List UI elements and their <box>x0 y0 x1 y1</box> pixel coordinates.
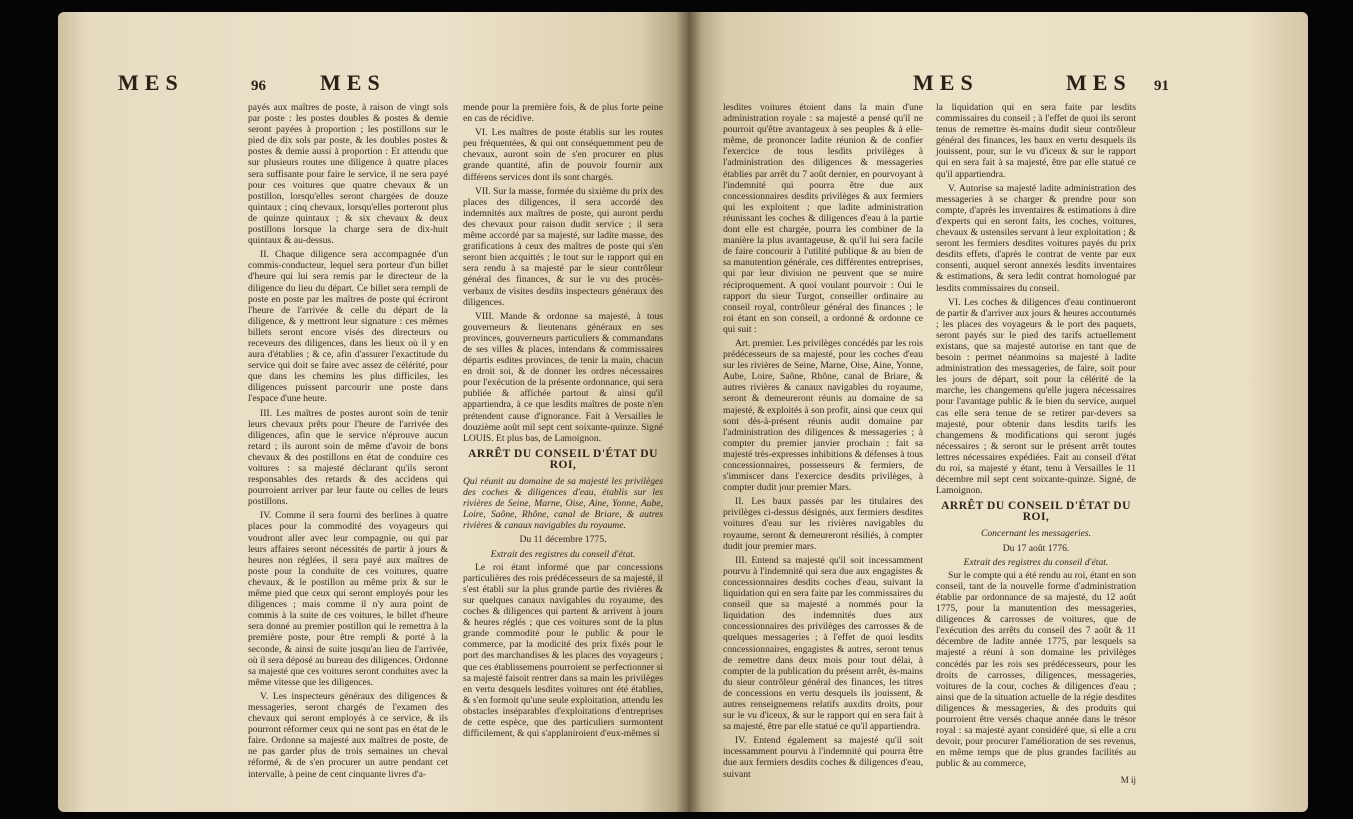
paragraph: la liquidation qui en sera faite par lesdits commissaires du conseil ; à l'effet de quoi ils seront tenus de remettre ès-mains dudit sieur contrôleur général des finances, les baux en vertu desquels ils jouissent, pour, sur le vu d'iceux & sur le rapport qui en sera fait à sa majesté, être par elle statué ce qu'il appartiendra. <box>936 102 1136 180</box>
left-column-2 <box>463 102 663 774</box>
arret-date: Du 11 décembre 1775. <box>519 534 607 546</box>
right-page <box>688 12 1308 812</box>
paragraph: Art. premier. Les privilèges concédés par les rois prédécesseurs de sa majesté, pour les coches d'eau sur les rivières de Seine, Marne, Oise, Aine, Yonne, Aube, Loire, Saône, Rhône, canal de Briare, & autres rivières & canaux navigables du royaume, seront & demeureront réunis au domaine de sa majesté, & exploités à son profit, ainsi que ceux qui sont dès-à-présent réunis audit domaine par l'administration des diligences & messageries ; à compter du premier janvier prochain : fait sa majesté très-expresses inhibitions & défenses à tous concessionnaires, possesseurs & fermiers, de s'immiscer dans l'exercice desdits privilèges, à compter dudit jour premier Mars. <box>723 337 923 494</box>
paragraph: Sur le compte qui a été rendu au roi, étant en son conseil, tant de la nouvelle forme d'administration établie par ordonnance de sa majesté, du 12 août 1775, pour la manutention des messageries, diligences & carrosses de voitures, que de l'exécution des arrêts du conseil des 7 août & 11 décembre de ladite année 1775, par lesquels sa majesté a réuni à son domaine les privilèges concédés par les rois ses prédécesseurs, pour les droits de carrosses, diligences, messageries, voitures de la cour, coches & diligences d'eau ; ainsi que de la situation actuelle de la régie desdites diligences & messageries, & des produits qui pourroient être versés chaque année dans le trésor royal : sa majesté ayant considéré que, si elle a cru devoir, pour procurer l'amélioration de ses revenus, en même temps que de plus grandes facilités au public & au commerce, <box>936 569 1136 770</box>
paragraph: V. Autorise sa majesté ladite administration des messageries à se charger & prendre pour son compte, d'après les inventaires & estimations à dire d'experts qui en seront faits, les coches, voitures, chevaux & ustensiles servant à leur exploitation ; & seront les fermiers desdites voitures payés du prix desdits effets, d'après le contrat de vente par eux consenti, auquel seront annexés lesdits inventaires & estimations, & sera ledit contrat homologué par lesdits commissaires du conseil. <box>936 182 1136 294</box>
left-column-1 <box>248 102 448 780</box>
paragraph: II. Les baux passés par les titulaires des privilèges ci-dessus désignés, aux fermiers desdites voitures d'eau sur les rivières navigables du royaume, seront & demeureront résiliés, à compter dudit jour premier mars. <box>723 496 923 552</box>
right-column-2 <box>936 102 1136 786</box>
paragraph: IV. Entend également sa majesté qu'il soit incessamment pourvu à l'indemnité qui pourra être due aux fermiers desdits coches & diligences d'eau, suivant <box>723 735 923 780</box>
paragraph: VII. Sur la masse, formée du sixième du prix des places des diligences, il sera accordé des indemnités aux maîtres de poste, qui auront perdu des chevaux pour raison dudit service ; il sera même accordé par sa majesté, sur ladite masse, des gratifications à ceux des maîtres de poste qui s'en seront bien acquittés ; le tout sur le rapport qui en sera rendu à sa majesté par le sieur contrôleur général des finances, & sur le vu des procès-verbaux de visites desdits inspecteurs généraux des diligences. <box>463 185 663 308</box>
paragraph: V. Les inspecteurs généraux des diligences & messageries, seront chargés de l'examen des chevaux qui seront employés à ce service, & ils pourront réformer ceux qui ne sont pas en état de le faire. Ordonne sa majesté aux maîtres de poste, de ne pas garder plus de trois semaines un cheval réformé, & de s'en procurer un autre pendant cet intervalle, à peine de cent cinquante livres d'a- <box>248 690 448 780</box>
arret-heading: ARRÊT DU CONSEIL D'ÉTAT DU ROI, <box>468 447 658 471</box>
paragraph: III. Entend sa majesté qu'il soit incessamment pourvu à l'indemnité qui sera due aux engagistes & concessionnaires desdits coches d'eau, suivant la liquidation qui en sera faite par les commissaires du conseil que sa majesté a nommés pour la liquidation des indemnités dues aux concessionnaires des privilèges des carrosses & de quelques messageries ; à l'effet de quoi lesdits concessionnaires, engagistes & autres, seront tenus de remettre dans deux mois pour tout délai, à compter de la publication du présent arrêt, ès-mains du sieur contrôleur général des finances, les titres de concessions en vertu desquels ils jouissent, & autres renseignemens relatifs auxdits droits, pour sur le vu d'iceux, & sur le rapport qui en sera fait à sa majesté, être par elle statué ce qu'il appartiendra. <box>723 554 923 733</box>
paragraph: IV. Comme il sera fourni des berlines à quatre places pour la commodité des voyageurs qui voudront aller avec leur compagnie, ou qui par leurs affaires seront nécessités de partir à jours & heures non réglées, il sera payé aux maîtres de poste pour la conduite de ces voitures, quatre chevaux, & le postillon au même prix & sur le même pied que ceux qui seront employés pour les diligences ; mais comme il n'y aura point de commis à la suite de ces voitures, le billet d'heure sera donné au premier postillon qui le remettra à la première poste, pour être rempli & porté à la seconde, & ainsi de suite jusqu'au lieu de l'arrivée, où il sera déposé au bureau des diligences. Ordonne sa majesté que ces voitures seront conduites avec la même vitesse que les diligences. <box>248 510 448 688</box>
paragraph: Le roi étant informé que par concessions particulières des rois prédécesseurs de sa majesté, il s'est établi sur la plus grande partie des rivières & sur quelques canaux navigables du royaume, des coches & diligences qui partent & arrivent à jours & heures réglés ; que ces voitures sont de la plus grande commodité pour le public & pour le commerce, par la modicité des prix fixés pour le port des marchandises & les places des voyageurs ; que ces établissemens pourroient se perfectionner si sa majesté faisoit rentrer dans sa main les privilèges en vertu desquels lesdites voitures ont été établies, & s'en formoit qu'une seule exploitation, attendu les obstacles inséparables d'exploitations d'entreprises de cette espèce, que des particuliers surmontent difficilement, & qui s'applaniroient d'eux-mêmes si <box>463 561 663 740</box>
paragraph: VI. Les maîtres de poste établis sur les routes peu fréquentées, & qui ont conséquemment peu de chevaux, auront soin de s'en procurer en plus grande quantité, afin de pouvoir fournir aux différens services dont ils sont chargés. <box>463 127 663 183</box>
paragraph: III. Les maîtres de postes auront soin de tenir leurs chevaux prêts pour l'heure de l'arrivée des diligences, afin que le service n'éprouve aucun retard ; ils auront soin de même d'avoir de bons chevaux & des postillons en état de conduire ces voitures : sa majesté déclarant qu'ils seront responsables des retards & des accidens qui pourroient arriver par leur faute ou celles de leurs postillons. <box>248 407 448 508</box>
signature-mark: M ij <box>1120 775 1136 786</box>
book-spread <box>58 12 1308 812</box>
paragraph: payés aux maîtres de poste, à raison de vingt sols par poste : les postes doubles & postes & demie seront payées à proportion ; les postillons sur le pied de dix sols par poste, & les doubles postes & postes & demie aussi à proportion : Et attendu que sur plusieurs routes une diligence à quatre places sera suffisante pour faire le service, il ne sera payé pour ces voitures que quatre chevaux & un postillon, lorsqu'elles seront chargées de douze quintaux ; cinq chevaux, lorsqu'elles porteront plus de quinze quintaux ; & six chevaux & deux postillons lorsque la charge sera de dix-huit quintaux & au-dessus. <box>248 102 448 247</box>
right-column-1 <box>723 102 923 780</box>
paragraph: VI. Les coches & diligences d'eau continueront de partir & d'arriver aux jours & heures accoutumés ; les places des voyageurs & le port des paquets, seront payés sur le pied des tarifs actuellement existans, que sa majesté autorise en tant que de besoin : permet néanmoins sa majesté à ladite administration des messageries, de faire, soit pour les jours de départ, soit pour la célérité de la marche, les changemens qu'elle jugera nécessaires pour l'avantage public & le bien du service, auquel cas elle sera tenue de se retirer par-devers sa majesté, pour obtenir dans lesdits tarifs les changemens & modifications qui seront jugés nécessaires ; & seront sur le présent arrêt toutes lettres nécessaires expédiées. Fait au conseil d'état du roi, sa majesté y étant, tenu à Versailles le 11 décembre mil sept cent soixante-quinze. Signé, de Lamoignon. <box>936 296 1136 497</box>
paragraph: II. Chaque diligence sera accompagnée d'un commis-conducteur, lequel sera porteur d'un billet d'heure qui lui sera remis par le directeur de la diligence du lieu du départ. Ce billet sera rempli de poste en poste par les maîtres de poste qui écriront l'heure de l'arrivée & celle du départ de la diligence, & y mettront leur signature : ces mêmes billets seront encore visés des directeurs ou receveurs des diligences, dans les lieux où il y en aura d'établies ; & ce, afin d'assurer l'exactitude du service qui doit se faire avec assez de célérité, pour que dans les chemins les plus difficiles, les diligences puissent parcourir une poste dans l'espace d'une heure. <box>248 249 448 405</box>
paragraph: VIII. Mande & ordonne sa majesté, à tous gouverneurs & lieutenans généraux en ses provinces, gouverneurs particuliers & commandans de ses villes & places, intendans & commissaires départis esdites provinces, de tenir la main, chacun en droit soi, & de donner les ordres nécessaires pour l'exécution de la présente ordonnance, qui sera publiée & affichée partout & ainsi qu'il appartiendra, à ce que lesdits maîtres de poste n'en prétendent cause d'ignorance. Fait à Versailles le douzième août mil sept cent soixante-quinze. Signé LOUIS. Et plus bas, de Lamoignon. <box>463 310 663 444</box>
book-gutter <box>676 12 702 812</box>
page-number-right: 91 <box>1154 78 1169 94</box>
arret-date: Du 17 août 1776. <box>1002 542 1070 554</box>
running-head-left: MES <box>118 70 184 95</box>
arret-subtitle: Concernant les messageries. <box>980 528 1092 540</box>
page-number-left: 96 <box>251 78 266 94</box>
left-page <box>58 12 688 812</box>
arret-subtitle: Qui réunit au domaine de sa majesté les privilèges des coches & diligences d'eau, établis sur les rivières de Seine, Marne, Oise, Aine, Yonne, Aube, Loire, Saône, Rhône, canal de Briare, & autres rivières & canaux navigables du royaume. <box>463 476 663 532</box>
running-head-center: MES <box>913 70 979 95</box>
paragraph: lesdites voitures étoient dans la main d'une administration royale : sa majesté a pensé qu'il ne pourroit qu'être avantageux à ses peuples & à elle-même, de prononcer ladite réunion & de confier l'exercice de tous lesdits privilèges à l'administration des diligences & messageries établies par arrêt du 7 août dernier, en pourvoyant à l'indemnité qui pourra être due aux concessionnaires desdits privilèges & aux fermiers qui les exploitent ; que ladite administration réunissant les coches & diligences d'eau à la partie dont elle est chargée, pourra les combiner de la manière la plus avantageuse, & qu'il lui sera facile de faire concourir à l'utilité publique & au bien de sa manutention générale, ces différentes entreprises, qui par leur division ne peuvent que se nuire réciproquement. A quoi voulant pourvoir : Oui le rapport du sieur Turgot, conseiller ordinaire au conseil royal, contrôleur général des finances ; le roi étant en son conseil, a ordonné & ordonne ce qui suit : <box>723 102 923 335</box>
running-head-right: MES <box>1066 70 1132 95</box>
arret-extract: Extrait des registres du conseil d'état. <box>963 556 1109 568</box>
running-head-center: MES <box>320 70 386 95</box>
arret-extract: Extrait des registres du conseil d'état. <box>490 548 636 560</box>
paragraph: mende pour la première fois, & de plus forte peine en cas de récidive. <box>463 102 663 125</box>
arret-heading: ARRÊT DU CONSEIL D'ÉTAT DU ROI, <box>941 500 1131 524</box>
